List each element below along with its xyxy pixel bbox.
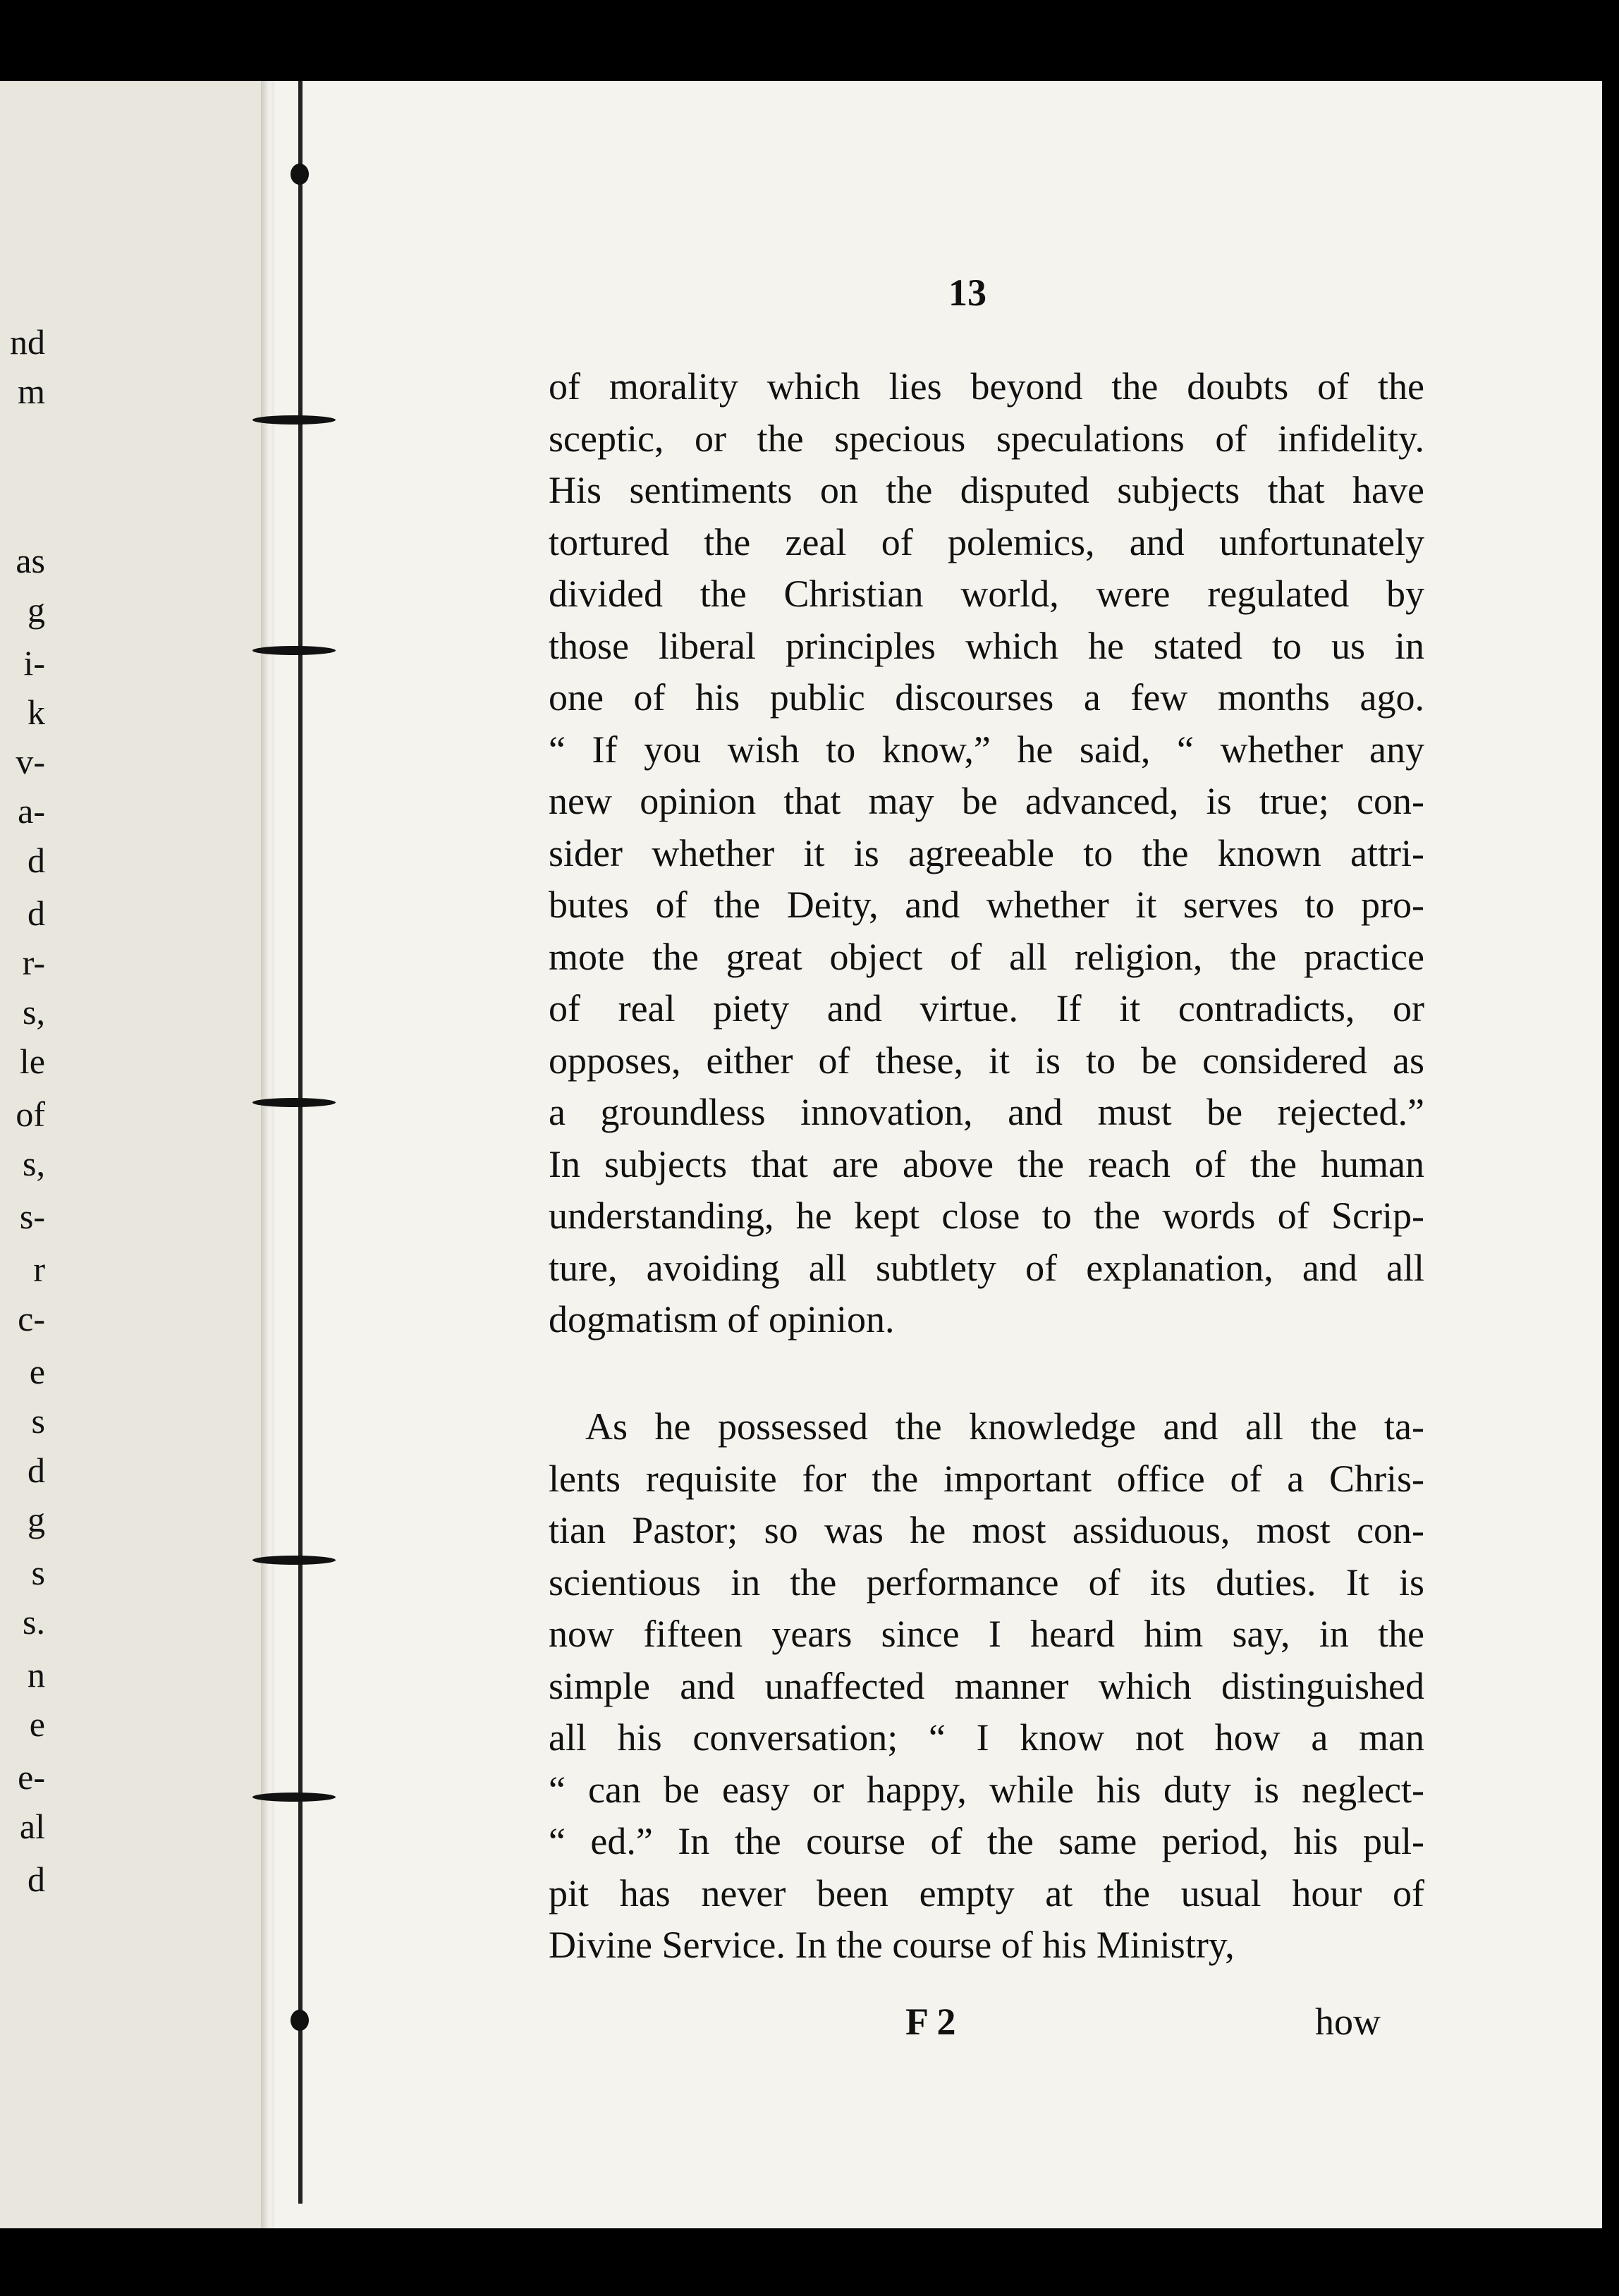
text-line: His sentiments on the disputed subjects that have — [549, 469, 1424, 511]
text-line: “ If you wish to know,” he said, “ whether any — [549, 728, 1424, 771]
signature-mark: F 2 — [905, 2001, 956, 2043]
left-page-fragment: c- — [18, 1299, 45, 1338]
text-line: of morality which lies beyond the doubts of the — [549, 365, 1424, 408]
left-page-fragment: s, — [23, 992, 45, 1032]
left-page-fragment: n — [28, 1655, 45, 1694]
left-page-fragment: d — [28, 893, 45, 933]
left-page-fragment: e — [29, 1352, 45, 1391]
left-page-fragment: g — [28, 590, 45, 630]
text-line: new opinion that may be advanced, is true; con- — [549, 780, 1424, 822]
binding-thread — [252, 1556, 336, 1565]
left-page-fragment: r — [33, 1250, 45, 1289]
left-page-fragment: e — [29, 1704, 45, 1744]
left-page-fragment: v- — [16, 742, 45, 781]
left-page-fragment: d — [28, 1451, 45, 1490]
paragraph-2 — [549, 1401, 1424, 1972]
text-line: “ can be easy or happy, while his duty is neglect- — [549, 1768, 1424, 1811]
text-line: understanding, he kept close to the words of Scrip- — [549, 1195, 1424, 1237]
text-line: now fifteen years since I heard him say, in the — [549, 1613, 1424, 1655]
catchword: how — [1315, 2001, 1381, 2043]
left-page-fragment: k — [28, 692, 45, 732]
text-line: ture, avoiding all subtlety of explanation, and all — [549, 1246, 1424, 1289]
binding-knot — [291, 2010, 309, 2031]
text-line: pit has never been empty at the usual hour of — [549, 1871, 1424, 1915]
left-page-fragment: le — [19, 1042, 45, 1081]
text-line: opposes, either of these, it is to be considered as — [549, 1039, 1424, 1082]
text-line: dogmatism of opinion. — [549, 1298, 895, 1341]
text-line: butes of the Deity, and whether it serves to pro- — [549, 884, 1424, 926]
text-line: simple and unaffected manner which distinguished — [549, 1664, 1424, 1707]
text-line: divided the Christian world, were regulated by — [549, 573, 1424, 615]
left-page-fragment: s — [31, 1401, 45, 1441]
binding-knot — [291, 164, 309, 185]
left-page-fragment: m — [18, 372, 45, 411]
text-line: “ ed.” In the course of the same period, his pul- — [549, 1820, 1424, 1862]
text-line: sceptic, or the specious speculations of infidelity. — [549, 417, 1424, 460]
left-page-fragment: as — [16, 541, 45, 580]
text-line: a groundless innovation, and must be rejected.” — [549, 1091, 1424, 1133]
text-line: scientious in the performance of its duties. It is — [549, 1561, 1424, 1604]
text-line: all his conversation; “ I know not how a man — [549, 1716, 1424, 1759]
text-line: sider whether it is agreeable to the known attri- — [549, 831, 1424, 874]
page-number: 13 — [948, 271, 986, 314]
text-line: those liberal principles which he stated to us in — [549, 624, 1424, 667]
left-page-fragment: r- — [22, 943, 45, 982]
left-page-fragment: s- — [19, 1197, 45, 1236]
left-page-fragment: of — [16, 1094, 45, 1134]
text-line: tortured the zeal of polemics, and unfortunately — [549, 520, 1424, 563]
text-line: lents requisite for the important office of a Chris- — [549, 1457, 1424, 1500]
binding-thread — [252, 1793, 336, 1802]
paragraph-1 — [549, 361, 1424, 1346]
binding-thread — [252, 415, 336, 425]
left-page-fragment: d — [28, 841, 45, 880]
left-page-fragment: al — [19, 1807, 45, 1846]
left-page-fragment: s. — [23, 1602, 45, 1642]
text-line: one of his public discourses a few months ago. — [549, 676, 1424, 719]
left-page-fragment: nd — [10, 322, 45, 362]
text-line: As he possessed the knowledge and all the ta- — [585, 1405, 1424, 1448]
left-page-fragment: e- — [18, 1757, 45, 1797]
binding-stitch — [298, 81, 303, 2204]
binding-thread — [252, 1098, 336, 1107]
text-line: tian Pastor; so was he most assiduous, most con- — [549, 1509, 1424, 1551]
left-page-fragment: a- — [18, 791, 45, 831]
left-page-fragment: s, — [23, 1144, 45, 1183]
left-page-fragment: i- — [23, 643, 45, 683]
binding-thread — [252, 646, 336, 655]
left-page-fragment: d — [28, 1860, 45, 1899]
text-line: mote the great object of all religion, the practice — [549, 935, 1424, 978]
left-page-fragment: g — [28, 1500, 45, 1539]
text-line: In subjects that are above the reach of the human — [549, 1142, 1424, 1185]
text-line: of real piety and virtue. If it contradicts, or — [549, 987, 1424, 1030]
left-page-fragment: s — [31, 1553, 45, 1592]
text-line: Divine Service. In the course of his Ministry, — [549, 1924, 1235, 1966]
